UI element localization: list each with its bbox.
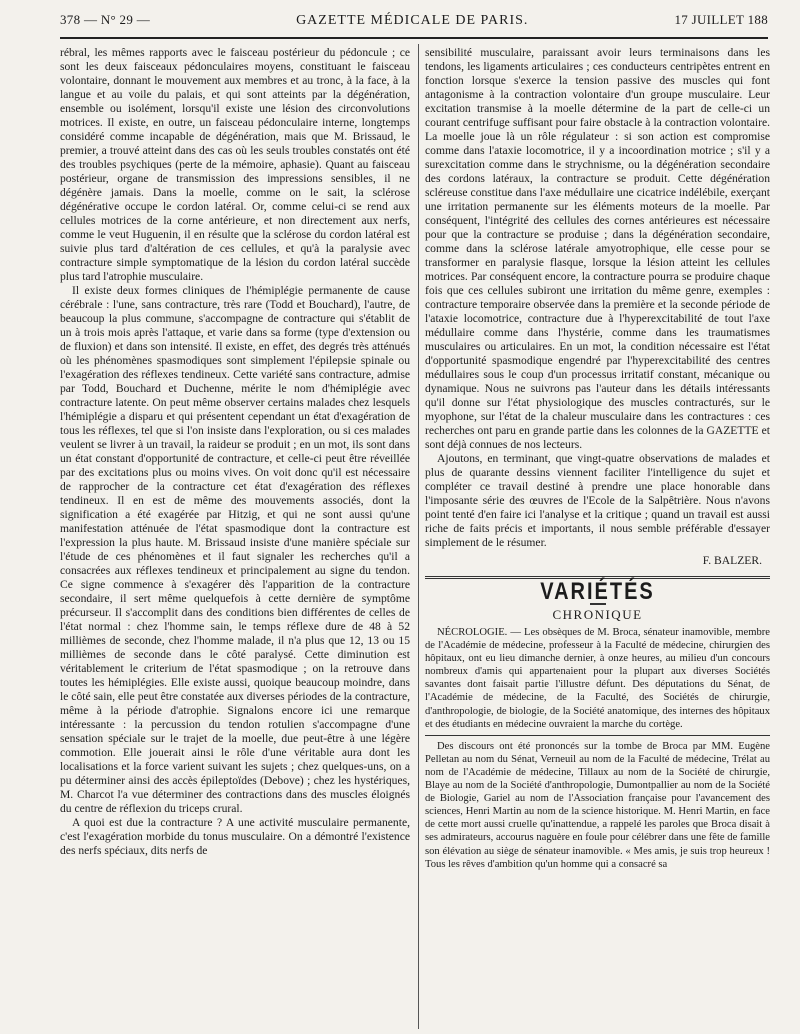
paragraph-divider bbox=[425, 735, 770, 736]
issue-date: 17 JUILLET 188 bbox=[674, 12, 768, 27]
right-column bbox=[425, 46, 770, 1030]
page-header bbox=[60, 12, 768, 34]
paragraph: A quoi est due la contracture ? A une activité musculaire permanente, c'est l'exagération morbide du tonus musculaire. On a démontré l'existence des nerfs spéciaux, dits nerfs de bbox=[60, 816, 410, 857]
issue-number: — N° 29 — bbox=[83, 12, 151, 27]
header-rule bbox=[60, 37, 768, 39]
paragraph: NÉCROLOGIE. — Les obsèques de M. Broca, sénateur inamovible, membre de l'Académie de médecine, professeur à la Faculté de médecine, chirurgien des hôpitaux, ont eu lieu dimanche dernier, à onze heures, au milieu d'un concours nombreux d'amis qui appartenaient pour la plupart aux diverses Sociétés savantes dont faisait partie l'illustre défunt. Des députations du Sénat, de l'Académie de médecine, de la Faculté, des Sociétés de chirurgie, d'anthropologie, de biologie, de la Société anatomique, des internes des hôpitaux et des étudiants en médecine ouvraient la marche du cortège. bbox=[425, 627, 770, 730]
page-number-issue bbox=[60, 12, 150, 28]
author-signature: F. BALZER. bbox=[702, 554, 762, 567]
journal-title: GAZETTE MÉDICALE DE PARIS. bbox=[296, 13, 529, 28]
page-number: 378 bbox=[60, 12, 81, 27]
column-divider bbox=[418, 44, 419, 1029]
paragraph: rébral, les mêmes rapports avec le faisceau postérieur du pédoncule ; ce sont les deux faisceaux pédonculaires moyens, constituant le faisceau volontaire, donnant le mouvement aux membres et au tronc, à la face, à la langue et au voile du palais, et qui sont atteints par la dégénération, ensemble ou isolément, lorsqu'il existe une lésion des circonvolutions motrices. Il existe, en outre, un faisceau pédonculaire interne, longtemps considéré comme incapable de dégénération, mais que M. Brissaud, le premier, a trouvé atteint dans des cas où les seuls troubles constatés ont été des troubles psychiques (perte de la mémoire, aphasie). Quant au faisceau postérieur, organe de transmission des impressions sensibles, il ne dégénère jamais. Dans la moelle, comme on le sait, la sclérose dégénérative occupe le cordon latéral. Or, comme celui-ci se rend aux cellules motrices de la corne antérieure, et non directement aux nerfs, comme le veut Huguenin, il en résulte que la sclérose du cordon latéral est suivie plus tard d'altération de ces cellules, et qu'à la paralysie avec contracture simple symptomatique de la lésion du cordon latéral succède plus tard l'atrophie musculaire. bbox=[60, 46, 410, 283]
section-subtitle: CHRONIQUE bbox=[552, 607, 643, 622]
paragraph: Ajoutons, en terminant, que vingt-quatre observations de malades et plus de quarante dessins viennent faciliter l'intelligence du sujet et compléter ce travail destiné à prendre une place honorable dans l'imposante série des œuvres de l'Ecole de la Salpêtrière. Nous n'avons point tenté d'en faire ici l'analyse et la critique ; quand un travail est aussi riche de faits précis et importants, il nous semble préférable d'essayer simplement de le résumer. bbox=[425, 452, 770, 549]
paragraph: Des discours ont été prononcés sur la tombe de Broca par MM. Eugène Pelletan au nom du Sénat, Verneuil au nom de la Faculté de médecine, Trélat au nom de l'Académie de médecine, Tillaux au nom de la Société de chirurgie, Blaye au nom de la Société d'anthropologie, Dumontpallier au nom de la Société de Biologie, Gariel au nom de l'Association française pour l'avancement des sciences, Henri Martin au nom de la science historique. M. Henri Martin, en face de cette mort aussi cruelle qu'inattendue, a rappelé les paroles que Broca disait à ses admirateurs, accourus naguère en foule pour célébrer dans une fête de famille son élévation au siège de sénateur inamovible. « Mes amis, je suis trop heureux ! Tous les rêves d'ambition qu'un homme qui a consacré sa bbox=[425, 740, 770, 870]
left-column bbox=[60, 46, 410, 1030]
paragraph: Il existe deux formes cliniques de l'hémiplégie permanente de cause cérébrale : l'une, sans contracture, très rare (Todd et Bouchard), l'autre, de beaucoup la plus commune, s'accompagne de contracture qui s'établit de un à trois mois après l'attaque, et varie dans sa forme (type d'extension ou de fluxion) et dans son intensité. Il existe, en effet, des degrés très atténués où les phénomènes spasmodiques sont simplement l'épilepsie spinale ou l'exagération des réflexes tendineux. Cette variété sans contracture, admise par Todd, Bouchard et Duchenne, mérite le nom d'hémiplégie avec contracture latente. On peut même observer certains malades chez lesquels l'hémiplégie a disparu et qui présentent cependant un état d'exagération de tous les réflexes, tel que si l'on insiste dans l'exploration, ou si ces malades veulent se livrer à un travail, la raideur se produit ; en un mot, ils sont dans un état constant d'opportunité de contracture, et celle-ci peut être réveillée par des excitations plus ou moins vives. On voit donc qu'il est nécessaire de rapprocher de la contracture cet état d'exagération des réflexes tendineux. Il en est de même des mouvements associés, dont la signification a été exagérée par Hitzig, et qui ne sont aussi qu'une manifestation atténuée de l'état spasmodique dont la contracture est l'expression la plus haute. M. Brissaud insiste d'une manière spéciale sur l'étude de ces phénomènes et il faut signaler les recherches qu'il a consacrées aux réflexes tendineux et principalement au signe du tendon. Ce signe commence à s'exagérer dès l'apparition de la contracture secondaire, il sert même quelquefois à cette dernière de symptôme précurseur. Il s'accomplit dans des conditions bien différentes de celles de l'état normal : chez l'homme sain, le temps réflexe dure de 48 à 52 millièmes de seconde, chez l'homme malade, il n'a plus que 12, 13 ou 15 millièmes de seconde dans le côté paralysé. Cette diminution est véritablement le criterium de l'état spasmodique ; on la retrouve dans toutes les hémiplégies. Elle existe aussi, quoique beaucoup moindre, dans le côté sain, elle peut être constatée aux diverses périodes de la contracture, même à la période d'atrophie. Signalons encore ici une remarque intéressante : la percussion du tendon rotulien s'accompagne d'une sensation spéciale sur le trajet de la moelle, due peut-être à une légère commotion. Elle jouerait ainsi le rôle d'une véritable aura dont les localisations et la force varient suivant les sujets ; chez quelques-uns, on a pu déterminer ainsi des accès épileptoïdes (Debove) ; chez les hystériques, M. Charcot l'a vue déterminer des contractions dans des muscles éloignés du centre de réflexion du triceps crural. bbox=[60, 284, 410, 815]
paragraph: sensibilité musculaire, paraissant avoir leurs terminaisons dans les tendons, les ligaments articulaires ; ces conducteurs centripètes entrent en fonction lorsque s'exerce la tension passive des muscles qui font antagonisme à la contraction volontaire d'un groupe musculaire. Leur excitation transmise à la moelle détermine de la part de celle-ci un courant centrifuge suffisant pour faire obstacle à la contraction volontaire. La moelle joue là un rôle régulateur : si son action est compromise comme dans l'ataxie locomotrice, il y a incoordination motrice ; s'il y a surexcitation comme dans le strychnisme, ou la dégénération secondaire des cordons latéraux, la contracture se produit. Cette dégénération scléreuse constitue dans l'axe médullaire une cicatrice indélébile, exerçant une irritation permanente sur les éléments moteurs de la moelle. Par conséquent, l'intégrité des cellules des cornes antérieures est nécessaire pour que la contracture se produise ; dans la dégénération secondaire, comme dans la sclérose latérale amyotrophique, elle cesse pour se transformer en paralysie flasque, lorsque la lésion atteint les cellules motrices. Par conséquent encore, la contracture pourra se produire chaque fois que ces cellules subiront une irritation du même genre, exemples : contracture temporaire observée dans la première et la seconde période de l'ataxie locomotrice, contracture due à l'hyperexcitabilité de tout l'axe médullaire comme dans l'hystérie, comme dans les traumatismes musculaires ou articulaires. En un mot, la condition nécessaire est l'état d'opportunité spasmodique engendré par l'hyperexcitabilité des centres médullaires sous le coup d'un processus irritatif constant, mécanique ou dynamique. Nous ne suivrons pas l'auteur dans les détails intéressants qu'il donne sur l'état physiologique des muscles contracturés, sur le myophone, sur l'état de la chaleur musculaire dans les contractures : ces recherches ont paru en grande partie dans les colonnes de la GAZETTE et sont déjà connues de nos lecteurs. bbox=[425, 46, 770, 451]
section-title: VARIÉTÉS bbox=[540, 578, 655, 606]
